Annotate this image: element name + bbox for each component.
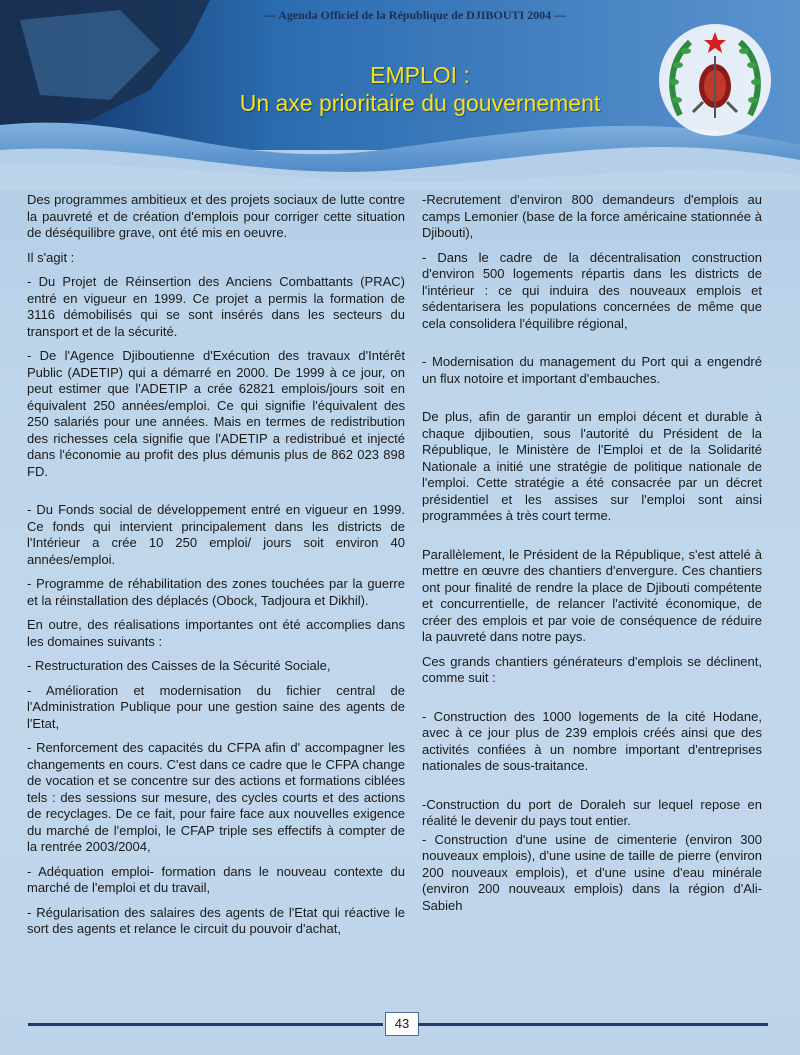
- paragraph-fichier-central: - Amélioration et modernisation du fichier central de l'Administration Publique pour une gestion saine des agents de l'Etat,: [27, 682, 405, 731]
- paragraph-recrutement: -Recrutement d'environ 800 demandeurs d'emplois au camps Lemonier (base de la force américaine stationnée à Djibouti),: [422, 192, 762, 240]
- left-column: [27, 192, 405, 946]
- header-banner: [0, 0, 800, 190]
- paragraph-fonds-social: - Du Fonds social de développement entré en vigueur en 1999. Ce fonds qui intervient principalement dans les districts de l'Intérieur a crée 10 250 emploi/ jours soit environ 40 années/emploi.: [27, 502, 405, 567]
- paragraph-hodane: - Construction des 1000 logements de la cité Hodane, avec à ce jour plus de 239 emplois créés ainsi que des activités confiées à un nombre important d'entreprises nationales de sous-traitance.: [422, 708, 762, 773]
- page-number: 43: [385, 1012, 419, 1036]
- footer-rule-right: [418, 1023, 768, 1026]
- paragraph-port: - Modernisation du management du Port qui a engendré un flux notoire et important d'embauches.: [422, 354, 762, 386]
- paragraph-chantiers: Parallèlement, le Président de la République, s'est attelé à mettre en œuvre des chantiers d'envergure. Ces chantiers ont pour finalité de rendre la place de Djibouti compétente et concurrentielle, de relancer l'activité économique, de créer des emplois et par voie de conséquence de réduire la pauvreté dans notre pays.: [422, 546, 762, 644]
- footer: [28, 1012, 766, 1032]
- paragraph-prac: - Du Projet de Réinsertion des Anciens Combattants (PRAC) entré en vigueur en 1999. Ce projet a permis la formation de 3116 démobilisés qui se sont insérés dans les secteurs du transport et de la sécurité.: [27, 274, 405, 339]
- paragraph-rehabilitation: - Programme de réhabilitation des zones touchées par la guerre et la réinstallation des déplacés (Obock, Tadjoura et Dikhil).: [27, 576, 405, 608]
- paragraph-cfpa: - Renforcement des capacités du CFPA afin d' accompagner les changements en cours. C'est dans ce cadre que le CFPA change de vocation et se concentre sur des actions et formations ciblées tels : des sessions sur mesure, des cycles courts et des actions de recyclages. De ce fait, pour faire face aux nouvelles exigence du marché de l'emploi, le CFAP triple ses effectifs à compter de la rentrée 2003/2004,: [27, 740, 405, 854]
- paragraph-regularisation: - Régularisation des salaires des agents de l'Etat qui réactive le sort des agents et relance le circuit du pouvoir d'achat,: [27, 904, 405, 936]
- paragraph-adequation: - Adéquation emploi- formation dans le nouveau contexte du marché de l'emploi et du travail,: [27, 863, 405, 895]
- page-subtitle: Un axe prioritaire du gouvernement: [239, 90, 601, 116]
- paragraph-usines: - Construction d'une usine de cimenterie (environ 300 nouveaux emplois), d'une usine de taille de pierre (environ 200 nouveaux emplois), et d'une usine d'eau minérale (environ 200 nouveaux emplois) dans la région d'Ali-Sabieh: [422, 831, 762, 913]
- paragraph-strategie: De plus, afin de garantir un emploi décent et durable à chaque djiboutien, sous l'autorité du Président de la République, le Ministère de l'Emploi et de la Solidarité Nationale a initié une stratégie de politique nationale de l'emploi. Cette stratégie a été consacrée par un décret présidentiel et les assises sur l'emploi sont ainsi programmées à très court terme.: [422, 409, 762, 523]
- right-column: [422, 192, 762, 922]
- footer-rule-left: [28, 1023, 383, 1026]
- paragraph-il-sagit: Il s'agit :: [27, 249, 75, 265]
- paragraph-en-outre: En outre, des réalisations importantes ont été accomplies dans les domaines suivants :: [27, 617, 405, 649]
- running-title: — Agenda Officiel de la République de DJIBOUTI 2004 —: [263, 8, 567, 22]
- paragraph-doraleh: -Construction du port de Doraleh sur lequel repose en réalité le devenir du pays tout entier.: [422, 796, 762, 828]
- paragraph-intro: Des programmes ambitieux et des projets sociaux de lutte contre la pauvreté et de création d'emplois pour corriger cette situation de déséquilibre grave, ont été mis en oeuvre.: [27, 192, 405, 240]
- paragraph-decentralisation: - Dans le cadre de la décentralisation construction d'environ 500 logements répartis dans les districts de l'intérieur : ce qui induira des nouveaux emplois et sédentarisera les populations concernées de même que cela consolidera l'équilibre régional,: [422, 249, 762, 331]
- paragraph-securite-sociale: - Restructuration des Caisses de la Sécurité Sociale,: [27, 658, 331, 673]
- paragraph-declinent: Ces grands chantiers générateurs d'emplois se déclinent, comme suit :: [422, 653, 762, 685]
- page-title: EMPLOI :: [370, 62, 470, 88]
- djibouti-coat-of-arms-icon: [655, 20, 775, 140]
- paragraph-adetip: - De l'Agence Djiboutienne d'Exécution des travaux d'Intérêt Public (ADETIP) qui a démarré en 2000. De 1999 à ce jour, on peut estimer que l'ADETIP a crée 62821 emplois/jours soit en équivalent 250 années/emploi. Ce qui signifie l'équivalent des 250 salariés pour une années. Mais en termes de redistribution des richesses cela signifie que l'ADETIP a redistribué et injecté dans l'économie au profit des plus démunis plus de 862 023 898 FD.: [27, 348, 405, 479]
